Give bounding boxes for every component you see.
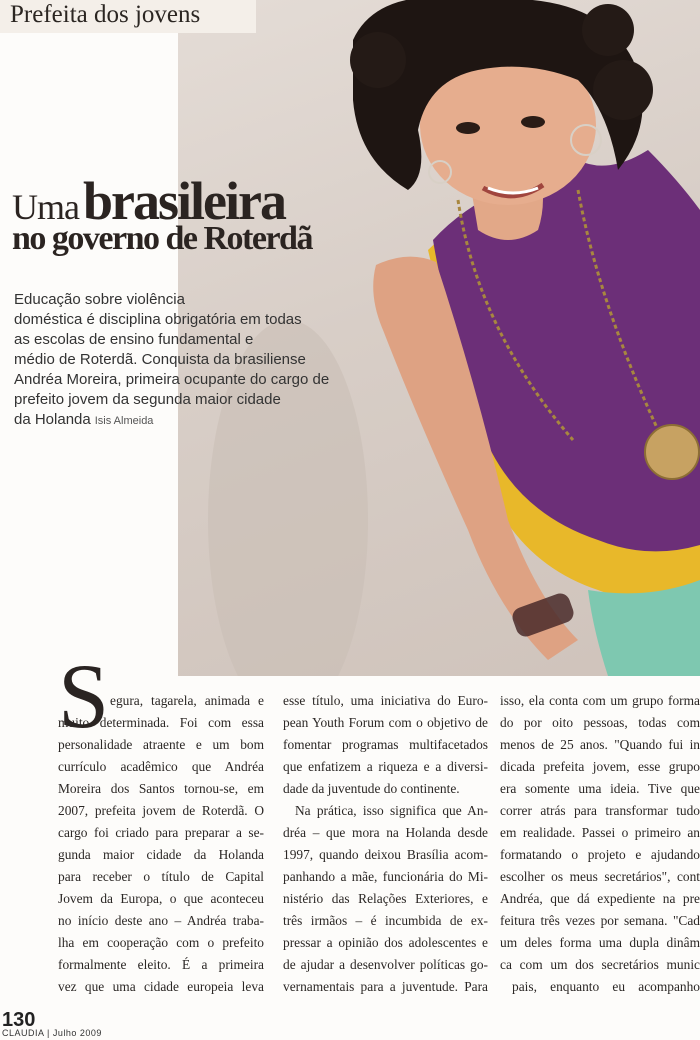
text-line: Andréa, que dá expediente na pre	[500, 891, 700, 906]
text-line: 1997, quando deixou Brasília acom-	[283, 847, 488, 862]
text-line: fomentar programas multifacetados	[283, 737, 488, 752]
lead-line: médio de Roterdã. Conquista da brasiliense	[14, 351, 306, 368]
text-line: no início deste ano – Andréa traba-	[58, 913, 264, 928]
text-line: pais, enquanto eu acompanho	[512, 979, 700, 994]
text-line: Na prática, isso significa que An-	[295, 803, 488, 818]
magazine-footer: CLAUDIA | Julho 2009	[2, 1028, 102, 1038]
headline-word-2: brasileira	[82, 171, 285, 231]
headline-line-2: no governo de Roterdã	[12, 220, 312, 257]
text-line: pean Youth Forum com o objetivo de	[283, 715, 488, 730]
article-column-2	[283, 690, 488, 998]
text-line: três irmãos – é incumbida de ex-	[283, 913, 488, 928]
text-line: gunda maior cidade da Holanda	[58, 847, 264, 862]
text-line: formatando o projeto e ajudando	[500, 847, 700, 862]
text-line: Jovem da Europa, o que aconteceu	[58, 891, 264, 906]
lead-line: as escolas de ensino fundamental e	[14, 331, 254, 348]
author-byline: Isis Almeida	[94, 415, 154, 427]
text-line: Moreira dos Santos tornou-se, em	[58, 781, 264, 796]
text-line: vez que uma cidade europeia leva	[58, 979, 264, 994]
text-line: lha em cooperação com o prefeito	[58, 935, 264, 950]
text-line: formalmente eleito. É a primeira	[58, 957, 264, 972]
text-line: um deles forma uma dupla dinâm	[500, 935, 700, 950]
text-line: ca com um dos secretários munic	[500, 957, 700, 972]
section-label: Prefeita dos jovens	[0, 0, 256, 33]
text-line: que enfatizem a riqueza e a diversi-	[283, 759, 488, 774]
text-line: escolher os meus secretários", cont	[500, 869, 700, 884]
text-line: correr atrás para transformar tudo	[500, 803, 700, 818]
article-column-1	[58, 690, 264, 998]
text-line: 2007, prefeita jovem de Roterdã. O	[58, 803, 264, 818]
lead-line: doméstica é disciplina obrigatória em todas	[14, 311, 302, 328]
text-line: dicada prefeita jovem, esse grupo	[500, 759, 700, 774]
headline-word-1: Uma	[12, 187, 79, 227]
text-line: esse título, uma iniciativa do Euro-	[283, 693, 488, 708]
text-line: vernamentais para a juventude. Para	[283, 979, 488, 994]
text-line: currículo acadêmico que Andréa	[58, 759, 264, 774]
text-line: dréa – que mora na Holanda desde	[283, 825, 488, 840]
text-line: personalidade atraente e um bom	[58, 737, 264, 752]
text-line: pressar a opinião dos adolescentes e	[283, 935, 488, 950]
page-number: 130	[2, 1009, 36, 1031]
lead-line: Andréa Moreira, primeira ocupante do cargo de	[14, 371, 330, 388]
lead-line-text: da Holanda	[14, 411, 91, 428]
text-line: do por oito pessoas, todas com	[500, 715, 700, 730]
text-line: nistério das Relações Exteriores, e	[283, 891, 488, 906]
text-line: muito determinada. Foi com essa	[58, 715, 264, 730]
text-line: isso, ela conta com um grupo forma	[500, 693, 700, 708]
lead-line: prefeito jovem da segunda maior cidade	[14, 391, 281, 408]
text-line: para receber o título de Capital	[58, 869, 264, 884]
text-line: egura, tagarela, animada e	[110, 693, 264, 708]
headline	[12, 171, 392, 257]
text-line: dade da juventude do continente.	[283, 781, 460, 796]
text-line: de ajudar a desenvolver políticas go-	[283, 957, 488, 972]
text-line: panhando a mãe, funcionária do Mi-	[283, 869, 488, 884]
lead-line: Educação sobre violência	[14, 291, 185, 308]
lead-line-last	[14, 410, 364, 431]
text-line: menos de 25 anos. "Quando fui in	[500, 737, 700, 752]
text-line: era somente uma ideia. Tive que	[500, 781, 700, 796]
article-column-3	[500, 690, 700, 998]
drop-cap: S	[58, 645, 110, 747]
text-line: em realidade. Passei o primeiro an	[500, 825, 700, 840]
text-line: feitura três vezes por semana. "Cad	[500, 913, 700, 928]
text-line: cargo foi criado para preparar a se-	[58, 825, 264, 840]
lead-paragraph	[14, 290, 364, 431]
